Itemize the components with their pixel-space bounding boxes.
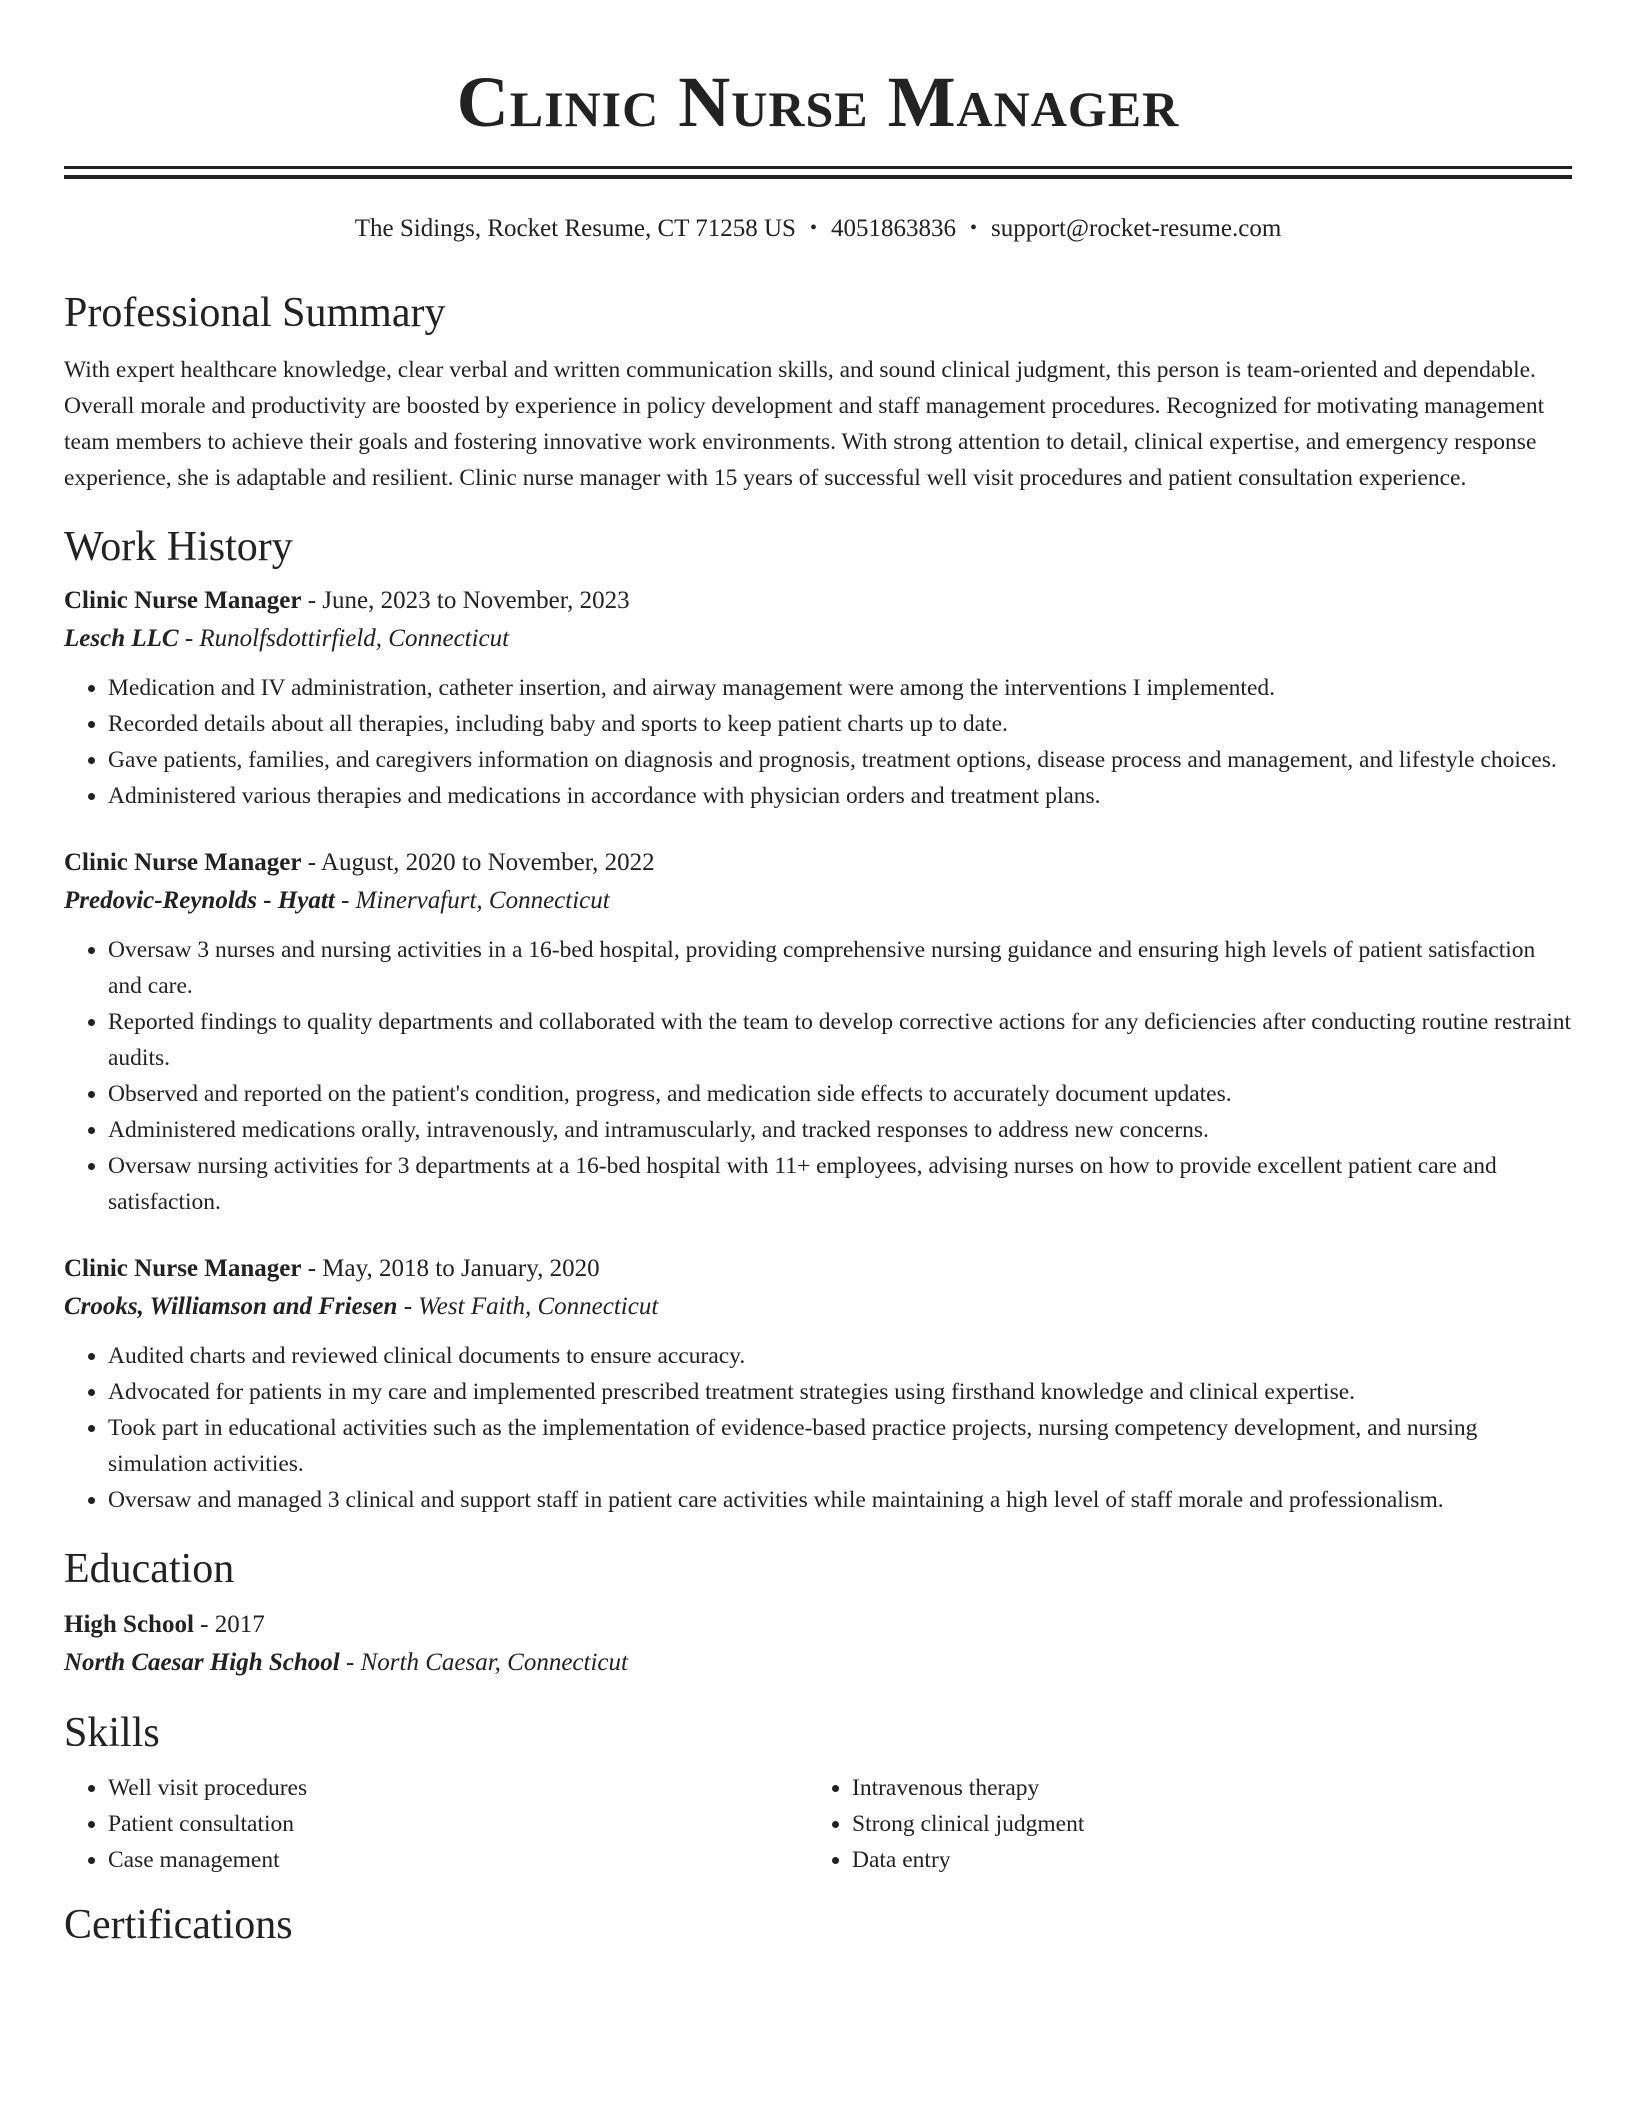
- list-item: • Audited charts and reviewed clinical documents to ensure accuracy.: [108, 1338, 1572, 1374]
- list-item: • Advocated for patients in my care and implemented prescribed treatment strategies using firsthand knowledge and clinical expertise.: [108, 1374, 1572, 1410]
- job-title: Clinic Nurse Manager: [64, 1255, 302, 1282]
- job-title-line: [64, 582, 1572, 620]
- contact-email[interactable]: support@rocket-resume.com: [990, 215, 1282, 242]
- list-item: • Case management: [108, 1842, 808, 1878]
- list-item: • Gave patients, families, and caregivers information on diagnosis and prognosis, treatment options, disease process and management, and lifestyle choices.: [108, 742, 1572, 778]
- job-dates: - June, 2023 to November, 2023: [301, 587, 630, 614]
- contact-phone: 4051863836: [830, 215, 956, 242]
- contact-address: The Sidings, Rocket Resume, CT 71258 US: [354, 215, 796, 242]
- education-degree: High School: [64, 1611, 194, 1638]
- company-name: Crooks, Williamson and Friesen: [64, 1293, 398, 1320]
- contact-separator: •: [969, 217, 977, 239]
- company-line: [64, 620, 1572, 658]
- summary-text: With expert healthcare knowledge, clear verbal and written communication skills, and sound clinical judgment, this person is team-oriented and dependable. Overall morale and productivity are boosted by experience in policy development and staff management procedures. Recognized for motivating management team members to achieve their goals and fostering innovative work environments. With strong attention to detail, clinical expertise, and emergency response experience, she is adaptable and resilient. Clinic nurse manager with 15 years of successful well visit procedures and patient consultation experience.: [64, 357, 1545, 491]
- job-dates: - August, 2020 to November, 2022: [301, 849, 655, 876]
- job-entry: [64, 844, 1572, 1220]
- list-item: • Reported findings to quality departments and collaborated with the team to develop corrective actions for any deficiencies after conducting routine restraint audits.: [108, 1004, 1572, 1076]
- education-school: North Caesar High School: [64, 1649, 340, 1676]
- skills-column-right: [808, 1770, 1552, 1878]
- education-location: - North Caesar, Connecticut: [339, 1649, 628, 1676]
- company-location: - Runolfsdottirfield, Connecticut: [178, 625, 510, 652]
- summary-heading: Professional Summary: [64, 290, 446, 336]
- company-location: - Minervafurt, Connecticut: [334, 887, 610, 914]
- list-item: • Administered medications orally, intravenously, and intramuscularly, and tracked responses to address new concerns.: [108, 1112, 1572, 1148]
- list-item: • Oversaw and managed 3 clinical and support staff in patient care activities while maintaining a high level of staff morale and professionalism.: [108, 1482, 1572, 1518]
- header-divider-bottom: [64, 175, 1572, 179]
- list-item: • Strong clinical judgment: [852, 1806, 1552, 1842]
- list-item: • Oversaw nursing activities for 3 departments at a 16-bed hospital with 11+ employees, advising nurses on how to provide excellent patient care and satisfaction.: [108, 1148, 1572, 1220]
- list-item: • Intravenous therapy: [852, 1770, 1552, 1806]
- skills-column-left: [64, 1770, 808, 1878]
- company-name: Predovic-Reynolds - Hyatt: [64, 887, 335, 914]
- contact-separator: •: [809, 217, 817, 239]
- job-entry: [64, 582, 1572, 814]
- list-item: • Oversaw 3 nurses and nursing activities in a 16-bed hospital, providing comprehensive nursing guidance and ensuring high levels of patient satisfaction and care.: [108, 932, 1572, 1004]
- job-bullets: [64, 1338, 1572, 1518]
- education-year: - 2017: [193, 1611, 265, 1638]
- list-item: • Took part in educational activities such as the implementation of evidence-based practice projects, nursing competency development, and nursing simulation activities.: [108, 1410, 1572, 1482]
- education-heading: Education: [64, 1546, 235, 1592]
- company-name: Lesch LLC: [64, 625, 179, 652]
- list-item: • Administered various therapies and medications in accordance with physician orders and treatment plans.: [108, 778, 1572, 814]
- job-title-line: [64, 844, 1572, 882]
- contact-info: [64, 211, 1572, 246]
- company-line: [64, 882, 1572, 920]
- certifications-heading: Certifications: [64, 1902, 293, 1948]
- work-history-heading: Work History: [64, 524, 293, 570]
- job-title: Clinic Nurse Manager: [64, 849, 302, 876]
- job-dates: - May, 2018 to January, 2020: [301, 1255, 600, 1282]
- list-item: • Well visit procedures: [108, 1770, 808, 1806]
- list-item: • Observed and reported on the patient's condition, progress, and medication side effects to accurately document updates.: [108, 1076, 1572, 1112]
- job-bullets: [64, 670, 1572, 814]
- job-bullets: [64, 932, 1572, 1220]
- job-title-line: [64, 1250, 1572, 1288]
- resume-page: [64, 0, 1572, 1950]
- list-item: • Patient consultation: [108, 1806, 808, 1842]
- education-degree-line: [64, 1606, 1572, 1644]
- skills-heading: Skills: [64, 1710, 160, 1756]
- job-entry: [64, 1250, 1572, 1518]
- list-item: • Data entry: [852, 1842, 1552, 1878]
- list-item: • Medication and IV administration, catheter insertion, and airway management were among the interventions I implemented.: [108, 670, 1572, 706]
- job-title: Clinic Nurse Manager: [64, 587, 302, 614]
- skills-grid: [64, 1770, 1572, 1878]
- education-entry: [64, 1606, 1572, 1682]
- education-school-line: [64, 1644, 1572, 1682]
- list-item: • Recorded details about all therapies, including baby and sports to keep patient charts up to date.: [108, 706, 1572, 742]
- resume-name: Clinic Nurse Manager: [456, 62, 1180, 142]
- company-line: [64, 1288, 1572, 1326]
- company-location: - West Faith, Connecticut: [397, 1293, 659, 1320]
